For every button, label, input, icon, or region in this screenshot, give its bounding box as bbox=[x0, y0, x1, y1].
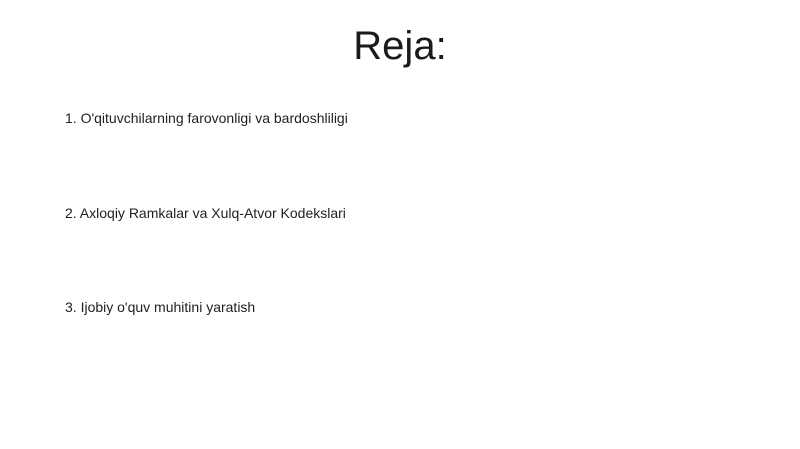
agenda-item-2: 2. Axloqiy Ramkalar va Xulq-Atvor Kodekslari bbox=[65, 205, 346, 221]
agenda-item-1: 1. O'qituvchilarning farovonligi va bardoshliligi bbox=[65, 110, 348, 126]
slide-title: Reja: bbox=[353, 24, 447, 68]
agenda-item-3: 3. Ijobiy o'quv muhitini yaratish bbox=[65, 299, 256, 315]
